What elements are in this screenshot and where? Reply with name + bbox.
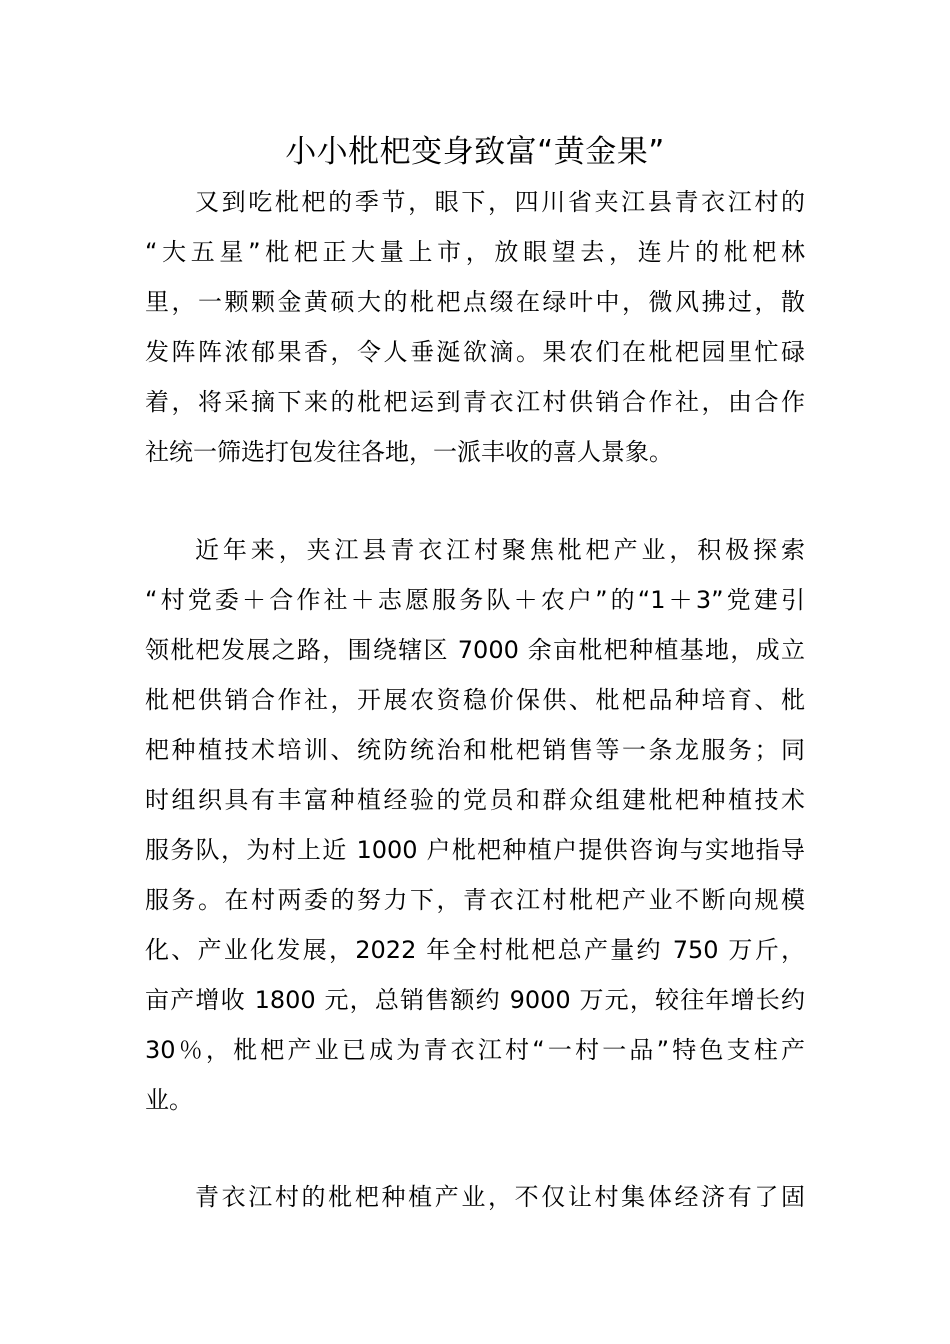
paragraph-line: 服务。在村两委的努力下，青衣江村枇杷产业不断向规模 — [145, 886, 805, 914]
paragraph-line: 化、产业化发展，2022 年全村枇杷总产量约 750 万斤， — [145, 936, 805, 964]
paragraph-line: 里，一颗颗金黄硕大的枇杷点缀在绿叶中，微风拂过，散 — [145, 288, 805, 316]
paragraph-2 — [145, 525, 805, 1125]
paragraph-line: 30％，枇杷产业已成为青衣江村“一村一品”特色支柱产 — [145, 1036, 805, 1064]
document-title: 小小枇杷变身致富“黄金果” — [285, 134, 665, 170]
paragraph-line: 服务队，为村上近 1000 户枇杷种植户提供咨询与实地指导 — [145, 836, 805, 864]
paragraph-1 — [145, 177, 805, 477]
paragraph-line: 社统一筛选打包发往各地，一派丰收的喜人景象。 — [145, 438, 673, 466]
paragraph-line: 亩产增收 1800 元，总销售额约 9000 万元，较往年增长约 — [145, 986, 805, 1014]
paragraph-line: “大五星”枇杷正大量上市，放眼望去，连片的枇杷林 — [145, 238, 805, 266]
paragraph-line: 枇杷供销合作社，开展农资稳价保供、枇杷品种培育、枇 — [145, 686, 805, 714]
paragraph-line: “村党委＋合作社＋志愿服务队＋农户”的“1＋3”党建引 — [145, 586, 805, 614]
paragraph-line: 青衣江村的枇杷种植产业，不仅让村集体经济有了固 — [195, 1183, 805, 1211]
paragraph-line: 发阵阵浓郁果香，令人垂涎欲滴。果农们在枇杷园里忙碌 — [145, 338, 805, 366]
paragraph-line: 业。 — [145, 1086, 193, 1114]
paragraph-line: 近年来，夹江县青衣江村聚焦枇杷产业，积极探索 — [195, 536, 805, 564]
paragraph-line: 又到吃枇杷的季节，眼下，四川省夹江县青衣江村的 — [195, 188, 805, 216]
paragraph-line: 着，将采摘下来的枇杷运到青衣江村供销合作社，由合作 — [145, 388, 805, 416]
paragraph-3 — [145, 1172, 805, 1222]
paragraph-line: 领枇杷发展之路，围绕辖区 7000 余亩枇杷种植基地，成立 — [145, 636, 805, 664]
paragraph-line: 时组织具有丰富种植经验的党员和群众组建枇杷种植技术 — [145, 786, 805, 814]
paragraph-line: 杷种植技术培训、统防统治和枇杷销售等一条龙服务；同 — [145, 736, 805, 764]
